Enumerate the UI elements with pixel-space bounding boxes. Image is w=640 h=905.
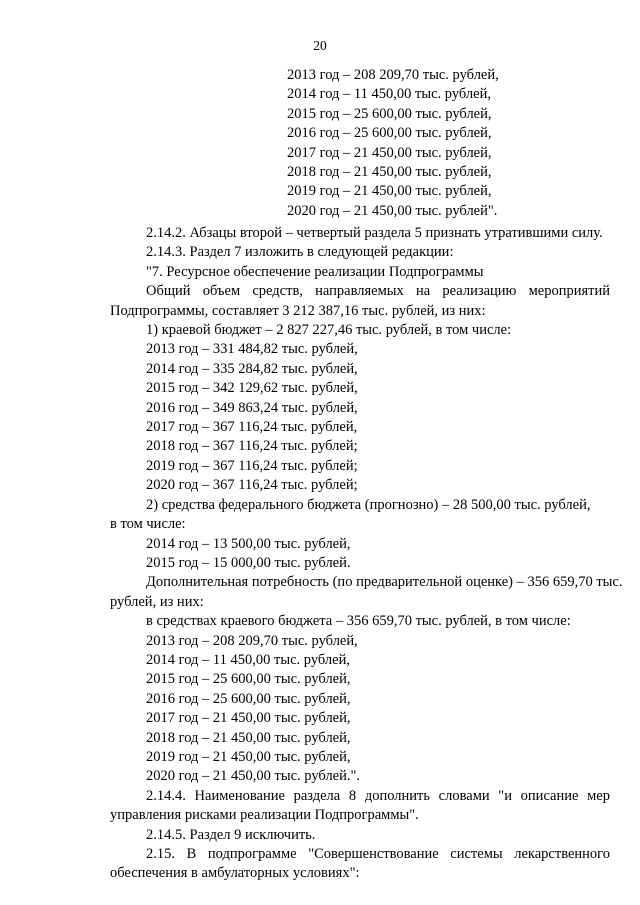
year-line: 2019 год – 21 450,00 тыс. рублей,: [287, 183, 492, 200]
year-line: 2013 год – 208 209,70 тыс. рублей,: [146, 632, 358, 649]
year-line: 2018 год – 21 450,00 тыс. рублей,: [287, 164, 492, 181]
top-years-list: [287, 66, 499, 221]
year-line: 2014 год – 11 450,00 тыс. рублей,: [287, 86, 491, 103]
year-line: 2016 год – 349 863,24 тыс. рублей,: [146, 399, 358, 416]
paragraph-2-14-3: 2.14.3. Раздел 7 изложить в следующей редакции:: [146, 244, 454, 261]
federal-line-1: 2) средства федерального бюджета (прогнозно) – 28 500,00 тыс. рублей,: [146, 496, 591, 513]
year-line: 2017 год – 21 450,00 тыс. рублей,: [287, 144, 492, 161]
year-line: 2017 год – 367 116,24 тыс. рублей,: [146, 419, 358, 436]
year-line: 2014 год – 11 450,00 тыс. рублей,: [146, 651, 350, 668]
document-body: [110, 224, 623, 884]
year-line: 2013 год – 331 484,82 тыс. рублей,: [146, 341, 358, 358]
year-line: 2020 год – 21 450,00 тыс. рублей".: [287, 202, 498, 219]
regional-years-list: [110, 340, 610, 495]
federal-years-list: [110, 535, 610, 574]
additional-line-2: рублей, из них:: [110, 593, 204, 610]
paragraph-2-14-4: 2.14.4. Наименование раздела 8 дополнить словами "и описание мер управления рисками реализации Подпрограммы".: [110, 787, 610, 824]
page-number: 20: [313, 38, 327, 53]
year-line: 2019 год – 367 116,24 тыс. рублей;: [146, 457, 358, 474]
year-line: 2014 год – 335 284,82 тыс. рублей,: [146, 360, 358, 377]
year-line: 2017 год – 21 450,00 тыс. рублей,: [146, 710, 351, 727]
year-line: 2016 год – 25 600,00 тыс. рублей,: [146, 690, 351, 707]
year-line: 2020 год – 367 116,24 тыс. рублей;: [146, 477, 358, 494]
year-line: 2015 год – 25 600,00 тыс. рублей,: [287, 105, 492, 122]
year-line: 2018 год – 21 450,00 тыс. рублей,: [146, 729, 351, 746]
year-line: 2019 год – 21 450,00 тыс. рублей,: [146, 748, 351, 765]
additional-line-1: Дополнительная потребность (по предварительной оценке) – 356 659,70 тыс.: [146, 574, 623, 591]
regional-budget: 1) краевой бюджет – 2 827 227,46 тыс. рублей, в том числе:: [146, 322, 512, 339]
year-line: 2015 год – 342 129,62 тыс. рублей,: [146, 380, 358, 397]
year-line: 2016 год – 25 600,00 тыс. рублей,: [287, 125, 492, 142]
total-line-1: Общий объем средств, направляемых на реализацию мероприятий: [146, 283, 610, 300]
year-line: 2013 год – 208 209,70 тыс. рублей,: [287, 67, 499, 83]
additional-years-list: [110, 632, 610, 787]
federal-line-2: в том числе:: [110, 516, 186, 533]
year-line: 2014 год – 13 500,00 тыс. рублей,: [146, 535, 351, 552]
additional-regional: в средствах краевого бюджета – 356 659,70 тыс. рублей, в том числе:: [146, 613, 571, 630]
year-line: 2018 год – 367 116,24 тыс. рублей;: [146, 438, 358, 455]
paragraph-2-15: 2.15. В подпрограмме "Совершенствование системы лекарственного обеспечения в амбулаторных условиях":: [110, 846, 610, 882]
section-title: "7. Ресурсное обеспечение реализации Подпрограммы: [146, 263, 484, 280]
paragraph-2-14-2: 2.14.2. Абзацы второй – четвертый раздела 5 признать утратившими силу.: [146, 225, 603, 241]
year-line: 2015 год – 25 600,00 тыс. рублей,: [146, 671, 351, 688]
year-line: 2015 год – 15 000,00 тыс. рублей.: [146, 554, 351, 571]
paragraph-2-14-5: 2.14.5. Раздел 9 исключить.: [146, 826, 316, 843]
year-line: 2020 год – 21 450,00 тыс. рублей.".: [146, 768, 361, 785]
total-line-2: Подпрограммы, составляет 3 212 387,16 тыс. рублей, из них:: [110, 302, 486, 319]
